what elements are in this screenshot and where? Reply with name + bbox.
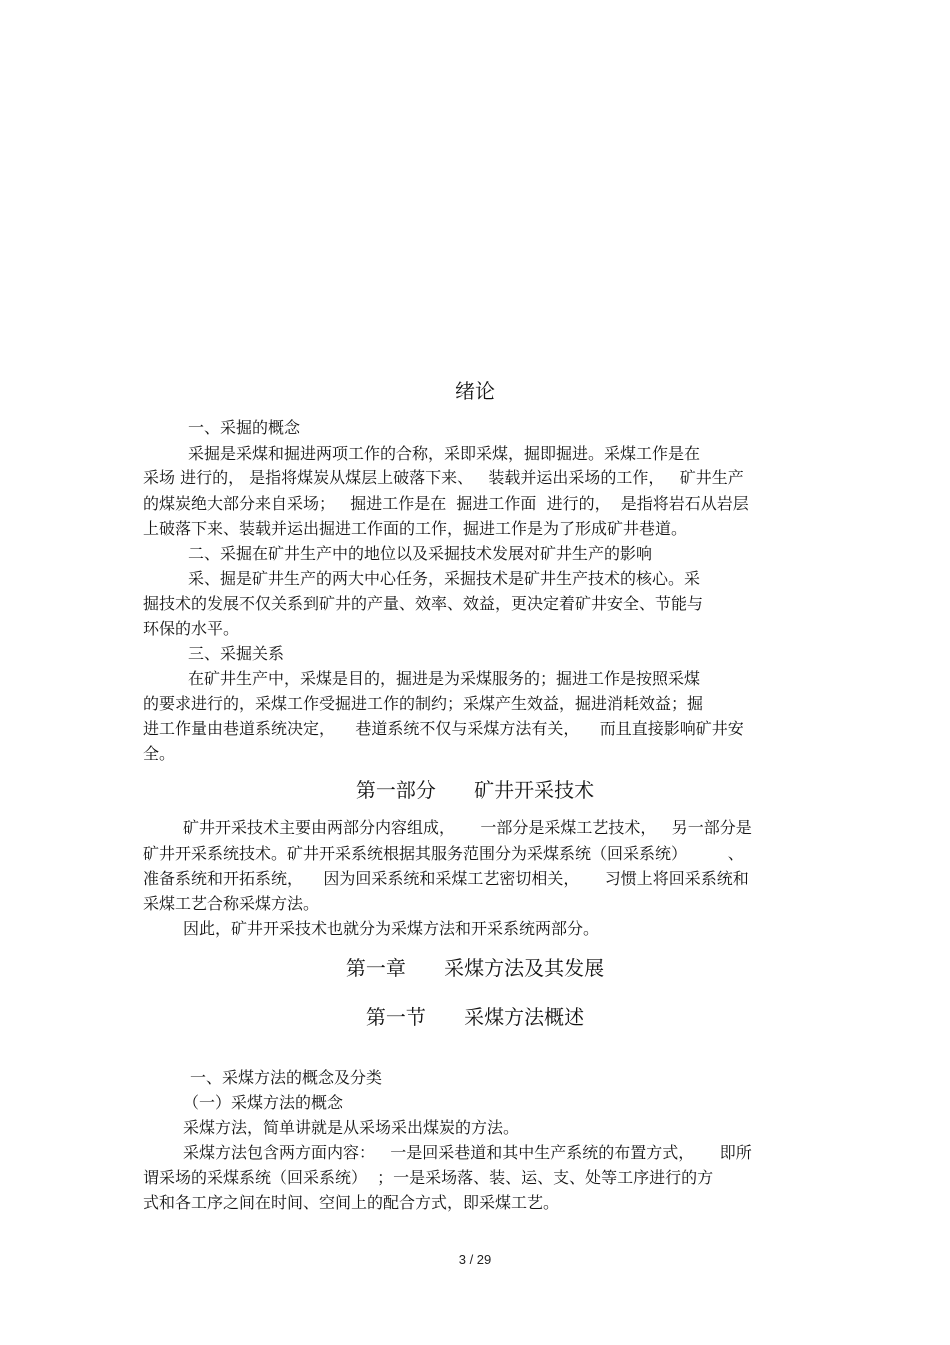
paragraph-line: 采煤方法，简单讲就是从采场采出煤炭的方法。 [183,1118,520,1137]
paragraph-line: 谓采场的采煤系统（回采系统） ；一是采场落、装、运、支、处等工序进行的方 [143,1168,714,1187]
chapter-title: 第一章 采煤方法及其发展 [345,956,605,980]
subsection-heading: （一）采煤方法的概念 [183,1093,344,1112]
paragraph-line: 采掘是采煤和掘进两项工作的合称，采即采煤，掘即掘进。采煤工作是在 [188,444,701,463]
section-title: 第一节 采煤方法概述 [365,1005,585,1029]
paragraph-line: 掘技术的发展不仅关系到矿井的产量、效率、效益，更决定着矿井安全、节能与 [143,594,704,613]
subsection-heading: 一、采煤方法的概念及分类 [190,1068,383,1087]
paragraph-line: 采、掘是矿井生产的两大中心任务，采掘技术是矿井生产技术的核心。采 [188,569,701,588]
part-title: 第一部分 矿井开采技术 [355,778,595,802]
paragraph-line: 的要求进行的，采煤工作受掘进工作的制约；采煤产生效益，掘进消耗效益；掘 [143,694,704,713]
paragraph-line: 矿井开采系统技术。矿井开采系统根据其服务范围分为采煤系统（回采系统） 、 [143,844,744,863]
paragraph-line: 环保的水平。 [143,619,240,638]
intro-s1-heading: 一、采掘的概念 [188,418,301,437]
paragraph-line: 上破落下来、装载并运出掘进工作面的工作，掘进工作是为了形成矿井巷道。 [143,519,688,538]
paragraph-line: 准备系统和开拓系统， 因为回采系统和采煤工艺密切相关， 习惯上将回采系统和 [143,869,749,888]
intro-s3-heading: 三、采掘关系 [188,644,285,663]
paragraph-line: 采场 进行的， 是指将煤炭从煤层上破落下来、 装载并运出采场的工作， 矿井生产 [143,468,744,487]
intro-s2-heading: 二、采掘在矿井生产中的地位以及采掘技术发展对矿井生产的影响 [188,544,653,563]
paragraph-line: 进工作量由巷道系统决定， 巷道系统不仅与采煤方法有关， 而且直接影响矿井安 [143,719,744,738]
intro-title: 绪论 [455,379,495,403]
page-number: 3 / 29 [458,1252,492,1267]
paragraph-line: 矿井开采技术主要由两部分内容组成， 一部分是采煤工艺技术， 另一部分是 [183,818,752,837]
paragraph-line: 因此，矿井开采技术也就分为采煤方法和开采系统两部分。 [183,919,600,938]
paragraph-line: 采煤工艺合称采煤方法。 [143,894,320,913]
paragraph-line: 式和各工序之间在时间、空间上的配合方式，即采煤工艺。 [143,1193,560,1212]
paragraph-line: 在矿井生产中，采煤是目的，掘进是为采煤服务的；掘进工作是按照采煤 [188,669,701,688]
paragraph-line: 的煤炭绝大部分来自采场； 掘进工作是在 掘进工作面 进行的， 是指将岩石从岩层 [143,494,749,513]
paragraph-line: 全。 [143,744,176,763]
paragraph-line: 采煤方法包含两方面内容： 一是回采巷道和其中生产系统的布置方式， 即所 [183,1143,752,1162]
